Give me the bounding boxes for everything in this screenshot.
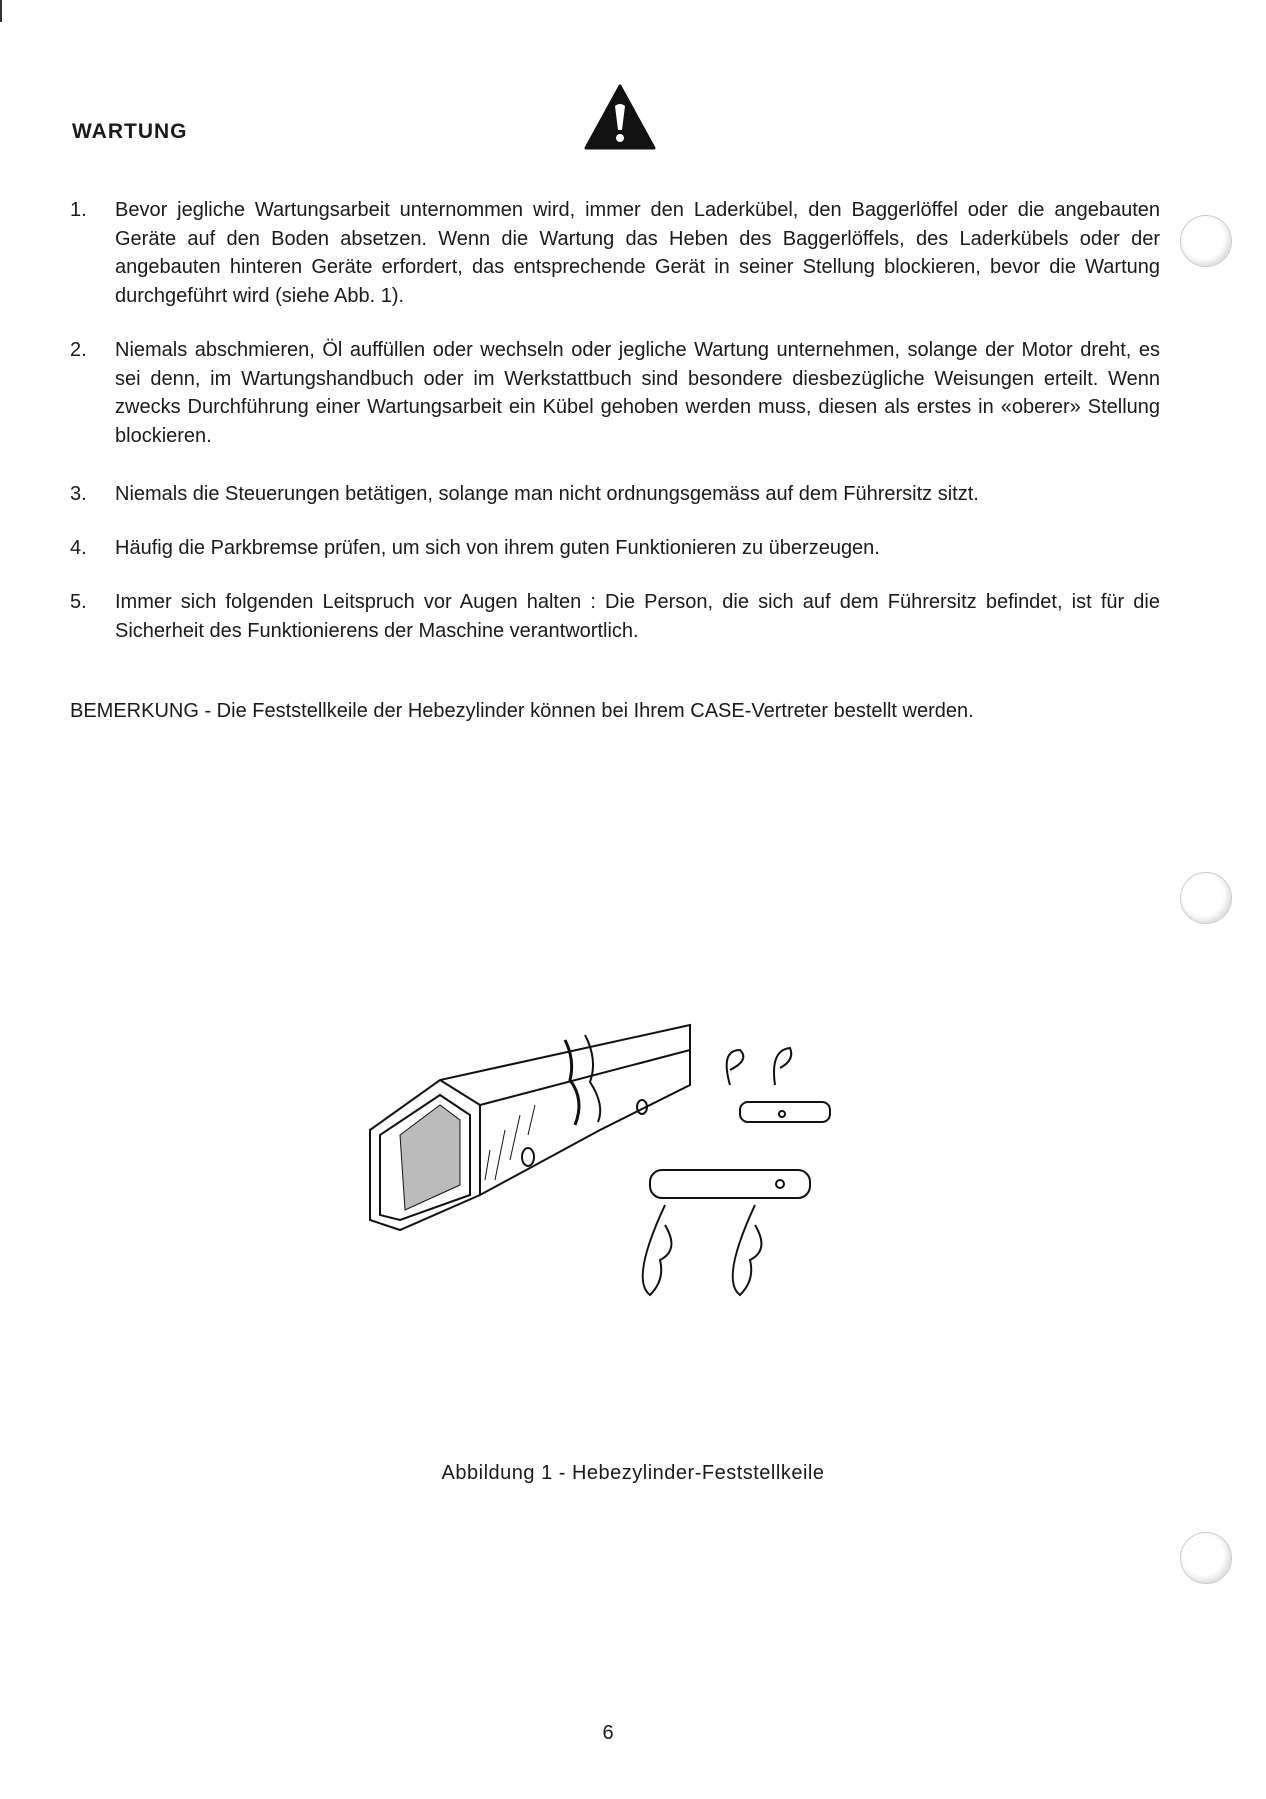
list-item xyxy=(70,588,1160,645)
item-number: 1. xyxy=(70,199,87,221)
item-number: 5. xyxy=(70,591,87,613)
punch-hole xyxy=(1180,1532,1232,1584)
warning-triangle-icon xyxy=(584,84,656,150)
page-number: 6 xyxy=(602,1722,614,1744)
item-text: Niemals abschmieren, Öl auffüllen oder wechseln oder jegliche Wartung unternehmen, solange der Motor dreht, es sei denn, im Wartungshandbuch oder im Werkstattbuch sind besondere diesbezügliche Weisungen erteilt. Wenn zwecks Durchführung einer Wartungsarbeit ein Kübel gehoben werden muss, diesen als erstes in «oberer» Stellung blockieren. xyxy=(115,339,1160,447)
punch-hole xyxy=(1180,215,1232,267)
item-number: 2. xyxy=(70,339,87,361)
item-text: Niemals die Steuerungen betätigen, solange man nicht ordnungsgemäss auf dem Führersitz sitzt. xyxy=(115,483,979,505)
item-number: 4. xyxy=(70,537,87,559)
item-text: Bevor jegliche Wartungsarbeit unternommen wird, immer den Laderkübel, den Baggerlöffel oder die angebauten Geräte auf den Boden absetzen. Wenn die Wartung das Heben des Baggerlöffels, des Laderkübels oder der angebauten hinteren Geräte erfordert, das entsprechende Gerät in seiner Stellung blockieren, bevor die Wartung durchgeführt wird (siehe Abb. 1). xyxy=(115,199,1160,307)
section-heading: WARTUNG xyxy=(72,120,188,143)
note-text: BEMERKUNG - Die Feststellkeile der Hebezylinder können bei Ihrem CASE-Vertreter bestellt werden. xyxy=(70,700,974,722)
list-item xyxy=(70,480,1160,509)
lift-cylinder-lock-illustration xyxy=(360,1010,880,1310)
scan-edge-mark xyxy=(0,0,2,22)
punch-hole xyxy=(1180,872,1232,924)
list-item xyxy=(70,196,1160,310)
list-item xyxy=(70,336,1160,450)
list-item xyxy=(70,534,1160,563)
item-number: 3. xyxy=(70,483,87,505)
item-text: Immer sich folgenden Leitspruch vor Augen halten : Die Person, die sich auf dem Führersitz befindet, ist für die Sicherheit des Funktionierens der Maschine verantwortlich. xyxy=(115,591,1160,642)
figure-caption: Abbildung 1 - Hebezylinder-Feststellkeile xyxy=(441,1462,825,1484)
item-text: Häufig die Parkbremse prüfen, um sich von ihrem guten Funktionieren zu überzeugen. xyxy=(115,537,880,559)
